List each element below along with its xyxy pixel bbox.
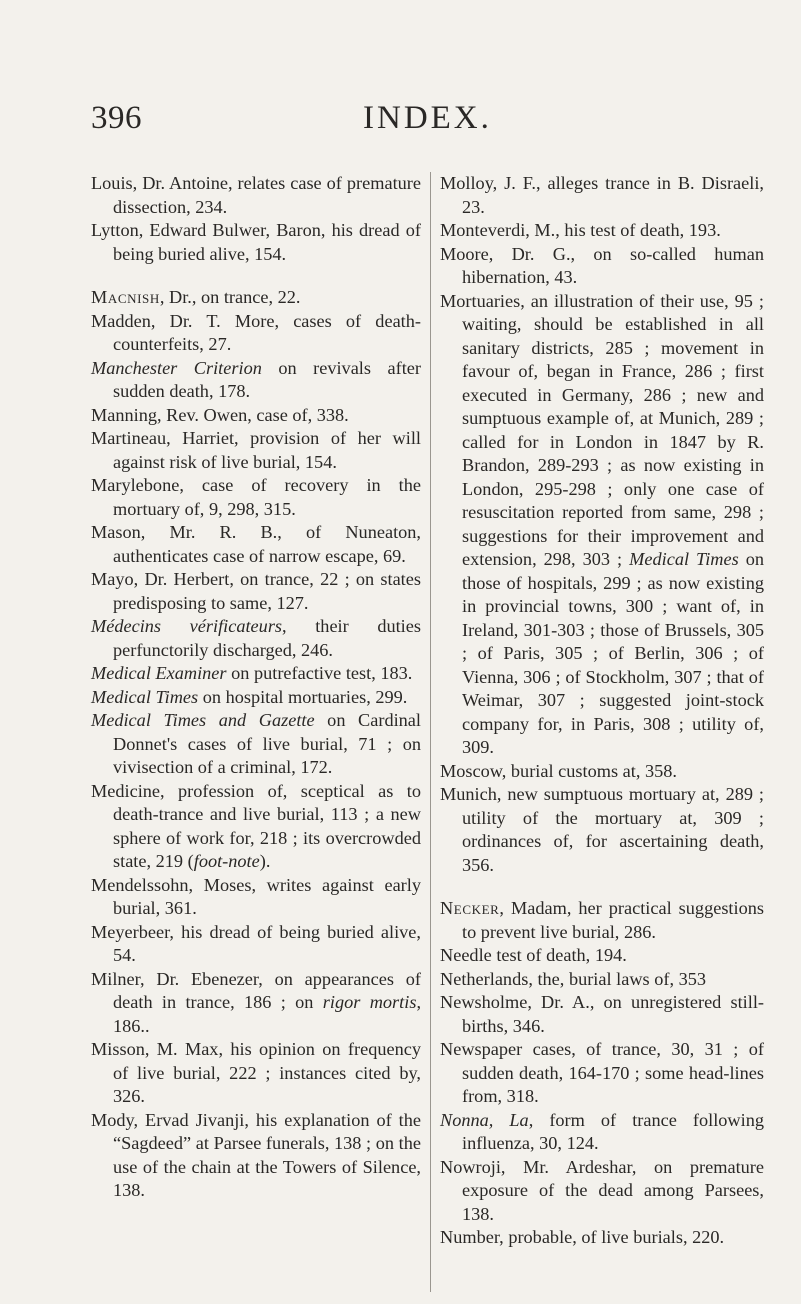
entry-text: Number, probable, of live burials, 220. [440, 1227, 725, 1247]
entry-text: Medical Times [91, 686, 199, 707]
index-entry [440, 243, 764, 290]
entry-text: Mendelssohn, Moses, writes against early burial, 361. [91, 874, 421, 918]
index-entry [91, 615, 421, 662]
entry-text: on Cardinal Donnet's cases of live burial, 71 ; on vivisection of a criminal, 172. [113, 710, 421, 777]
entry-text: foot-note [193, 851, 260, 871]
running-head: INDEX. [363, 100, 492, 136]
index-entry [91, 921, 421, 968]
index-entry [91, 357, 421, 404]
index-entry [440, 991, 764, 1038]
entry-text: Madden, Dr. T. More, cases of death-counterfeits, 27. [91, 310, 421, 354]
index-entry [91, 219, 421, 266]
column-divider [430, 172, 431, 1292]
entry-text: Newspaper cases, of trance, 30, 31 ; of sudden death, 164-170 ; some head-lines from, 318. [440, 1039, 764, 1106]
index-entry [91, 968, 421, 1039]
index-entry [91, 474, 421, 521]
entry-text: Mayo, Dr. Herbert, on trance, 22 ; on states predisposing to same, 127. [91, 569, 421, 613]
entry-text: Mortuaries, an illustration of their use, 95 ; waiting, should be established in all sanitary districts, 285 ; movement in favour of, began in France, 286 ; first executed in Germany, 286 ; new and sumptuous example of, at Munich, 289 ; called for in London in 1847 by R. Brandon, 289-293 ; as now existing in London, 295-298 ; only one case of resuscitation reported from same, 298 ; suggestions for their improvement and extension, 298, 303 ; [440, 290, 764, 569]
entry-text: ). [259, 851, 271, 871]
entry-text: Misson, M. Max, his opinion on frequency of live burial, 222 ; instances cited by, 326. [91, 1039, 421, 1106]
index-entry [440, 1156, 764, 1227]
index-entry [440, 1038, 764, 1109]
entry-text: Moscow, burial customs at, 358. [440, 760, 677, 781]
entry-text: Needle test of death, 194. [440, 945, 627, 965]
entry-text: on putrefactive test, 183. [226, 663, 413, 683]
index-entry [440, 968, 764, 992]
index-entry [91, 1109, 421, 1203]
entry-text: Monteverdi, M., his test of death, 193. [440, 220, 721, 240]
entry-text: Macnish [91, 287, 160, 307]
index-entry [91, 286, 421, 310]
entry-text: Medicine, profession of, sceptical as to death-trance and live burial, 113 ; a new sphere of work for, 218 ; its overcrowded state, 219 ( [91, 780, 421, 871]
entry-text: , 186.. [113, 992, 422, 1036]
entry-text: , form of trance following influenza, 30, 124. [462, 1109, 764, 1153]
entry-text: Medical Times and Gazette [91, 710, 315, 730]
entry-text: Marylebone, case of recovery in the mortuary of, 9, 298, 315. [91, 475, 421, 519]
index-entry [91, 310, 421, 357]
entry-text: Louis, Dr. Antoine, relates case of premature dissection, 234. [91, 173, 421, 217]
entry-text: Manchester Criterion [91, 357, 262, 378]
index-entry [91, 404, 421, 428]
entry-text: Netherlands, the, burial laws of, 353 [440, 968, 707, 989]
entry-text: Lytton, Edward Bulwer, Baron, his dread of being buried alive, 154. [91, 220, 421, 264]
index-entry [91, 780, 421, 874]
index-entry [91, 709, 421, 780]
entry-text: Molloy, J. F., alleges trance in B. Disraeli, 23. [440, 173, 764, 217]
entry-text: Munich, new sumptuous mortuary at, 289 ; utility of the mortuary at, 309 ; ordinances of, for ascertaining death, 356. [440, 784, 764, 875]
entry-text: Nowroji, Mr. Ardeshar, on premature exposure of the dead among Parsees, 138. [440, 1156, 764, 1224]
index-entry [440, 290, 764, 760]
index-entry [440, 897, 764, 944]
index-entry [440, 760, 764, 784]
entry-text: rigor mortis [322, 992, 417, 1012]
index-column-right [440, 172, 764, 1250]
entry-text: Meyerbeer, his dread of being buried alive, 54. [91, 921, 421, 965]
entry-text: on those of hospitals, 299 ; as now existing in provincial towns, 300 ; want of, in Ireland, 301-303 ; those of Brussels, 305 ; of Paris, 305 ; of Berlin, 306 ; of Vienna, 306 ; of Stockholm, 307 ; that of Weimar, 307 ; suggested joint-stock company for, in Paris, 308 ; utility of, 309. [462, 549, 764, 757]
entry-text: Nonna, La [440, 1109, 529, 1130]
entry-text: Medical Examiner [91, 663, 227, 683]
index-entry [440, 944, 764, 968]
entry-text: , Dr., on trance, 22. [159, 287, 301, 307]
entry-text: Manning, Rev. Owen, case of, 338. [91, 404, 349, 425]
entry-text: on hospital mortuaries, 299. [198, 686, 408, 707]
entry-text: Necker [440, 898, 500, 918]
index-entry [91, 521, 421, 568]
entry-text: Moore, Dr. G., on so-called human hibernation, 43. [440, 243, 764, 287]
index-entry [440, 172, 764, 219]
index-entry [91, 686, 421, 710]
index-entry [91, 662, 421, 686]
index-entry [91, 874, 421, 921]
index-entry [91, 172, 421, 219]
index-entry [91, 427, 421, 474]
entry-text: Medical Times [629, 549, 739, 569]
index-entry [440, 219, 764, 243]
entry-text: Milner, Dr. Ebenezer, on appearances of death in trance, 186 ; on [91, 968, 421, 1012]
index-entry [440, 1109, 764, 1156]
entry-text: on revivals after sudden death, 178. [113, 357, 421, 401]
entry-text: , Madam, her practical suggestions to prevent live burial, 286. [462, 898, 764, 942]
entry-text: Médecins vérificateurs [91, 616, 283, 636]
page-number: 396 [91, 100, 142, 136]
entry-text: Newsholme, Dr. A., on unregistered still-births, 346. [440, 992, 764, 1036]
index-entry [91, 1038, 421, 1109]
entry-text: Mason, Mr. R. B., of Nuneaton, authenticates case of narrow escape, 69. [91, 522, 421, 566]
index-entry [91, 568, 421, 615]
index-column-left [91, 172, 421, 1203]
index-entry [440, 783, 764, 877]
page-header [0, 90, 801, 140]
entry-text: Martineau, Harriet, provision of her will against risk of live burial, 154. [91, 428, 421, 472]
index-entry [440, 1226, 764, 1250]
entry-text: Mody, Ervad Jivanji, his explanation of the “Sagdeed” at Parsee funerals, 138 ; on the use of the chain at the Towers of Silence, 138. [91, 1109, 421, 1200]
entry-text: , their duties perfunctorily discharged, 246. [113, 616, 421, 660]
